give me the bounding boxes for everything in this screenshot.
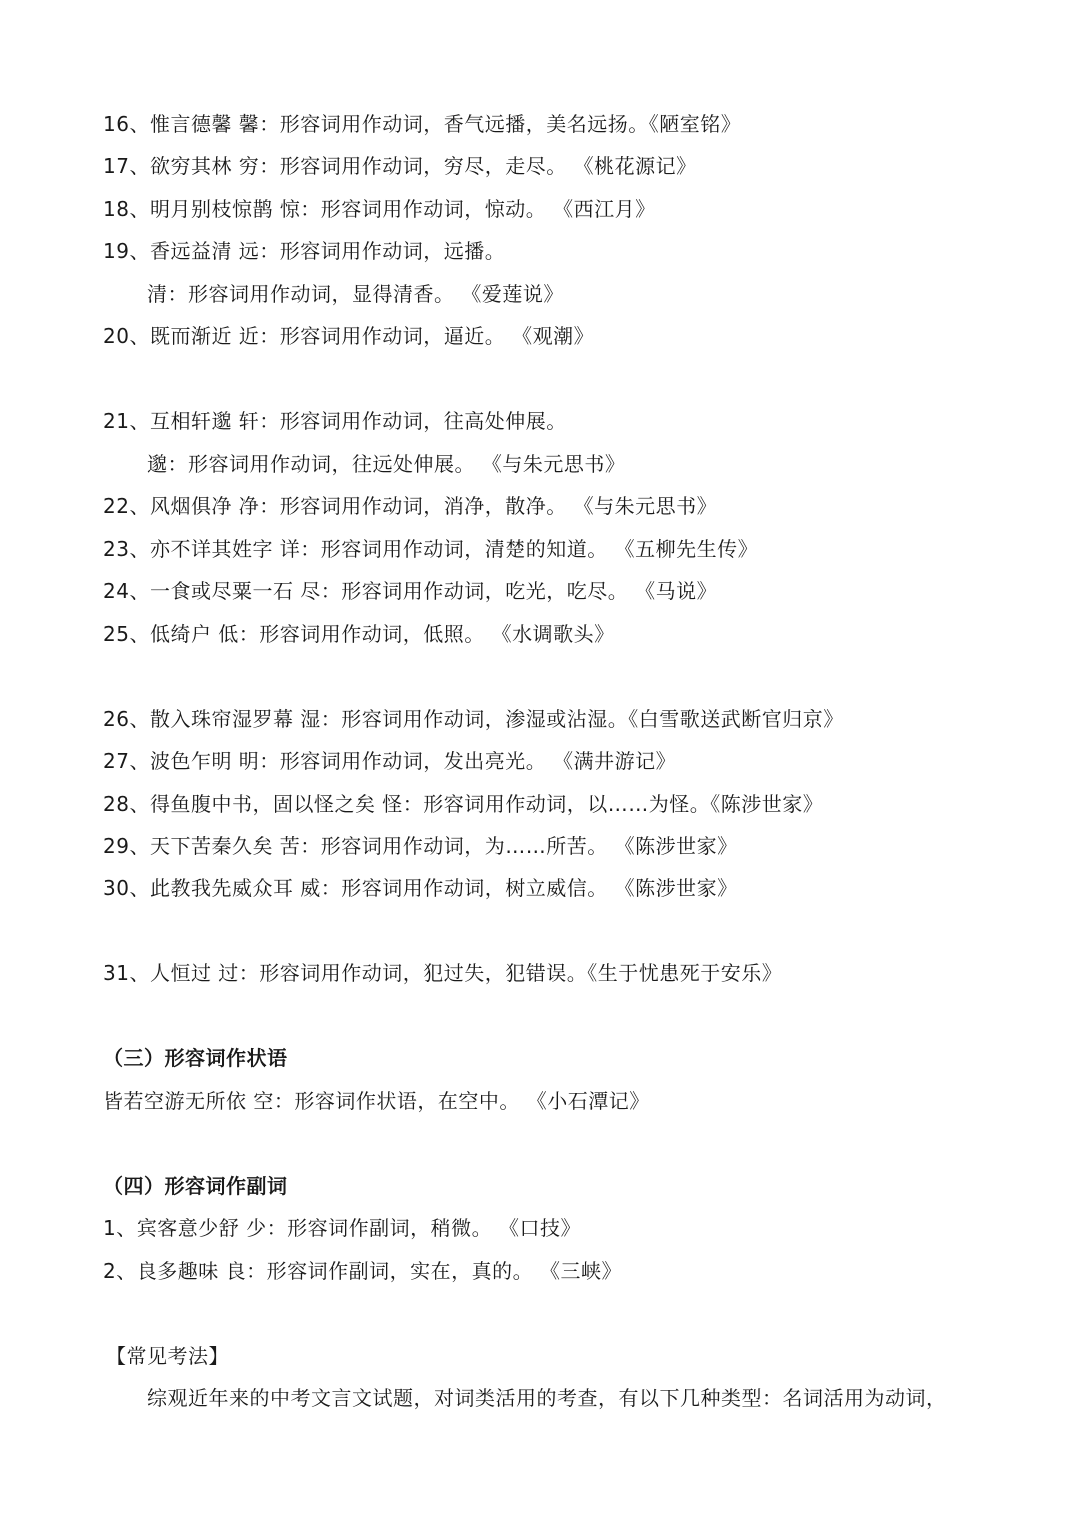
item-20: 20、既而渐近 近：形容词用作动词，逼近。 《观潮》 bbox=[103, 324, 595, 348]
adverbial-example: 皆若空游无所依 空：形容词作状语，在空中。 《小石潭记》 bbox=[103, 1089, 650, 1113]
common-test-methods-paragraph: 综观近年来的中考文言文试题，对词类活用的考查，有以下几种类型：名词活用为动词， bbox=[147, 1386, 947, 1410]
item-25: 25、低绮户 低：形容词用作动词，低照。 《水调歌头》 bbox=[103, 622, 615, 646]
item-31: 31、人恒过 过：形容词用作动词，犯过失，犯错误。《生于忧患死于安乐》 bbox=[103, 961, 783, 985]
item-29: 29、天下苦秦久矣 苦：形容词用作动词，为……所苦。 《陈涉世家》 bbox=[103, 834, 738, 858]
item-18: 18、明月别枝惊鹊 惊：形容词用作动词，惊动。 《西江月》 bbox=[103, 197, 656, 221]
common-test-methods-heading: 【常见考法】 bbox=[106, 1344, 229, 1368]
item-19-continuation: 清：形容词用作动词，显得清香。 《爱莲说》 bbox=[147, 282, 564, 306]
adverb-item-1: 1、宾客意少舒 少：形容词作副词，稍微。 《口技》 bbox=[103, 1216, 581, 1240]
item-21: 21、互相轩邈 轩：形容词用作动词，往高处伸展。 bbox=[103, 409, 567, 433]
item-27: 27、波色乍明 明：形容词用作动词，发出亮光。 《满井游记》 bbox=[103, 749, 677, 773]
item-23: 23、亦不详其姓字 详：形容词用作动词，清楚的知道。 《五柳先生传》 bbox=[103, 537, 759, 561]
item-26: 26、散入珠帘湿罗幕 湿：形容词用作动词，渗湿或沾湿。《白雪歌送武断官归京》 bbox=[103, 707, 844, 731]
section-heading-adverbial: （三）形容词作状语 bbox=[103, 1046, 288, 1070]
item-22: 22、风烟俱净 净：形容词用作动词，消净，散净。 《与朱元思书》 bbox=[103, 494, 718, 518]
item-16: 16、惟言德馨 馨：形容词用作动词，香气远播，美名远扬。《陋室铭》 bbox=[103, 112, 742, 136]
item-21-continuation: 邈：形容词用作动词，往远处伸展。 《与朱元思书》 bbox=[147, 452, 626, 476]
adverb-item-2: 2、良多趣味 良：形容词作副词，实在，真的。 《三峡》 bbox=[103, 1259, 622, 1283]
item-30: 30、此教我先威众耳 威：形容词用作动词，树立威信。 《陈涉世家》 bbox=[103, 876, 738, 900]
item-24: 24、一食或尽粟一石 尽：形容词用作动词，吃光，吃尽。 《马说》 bbox=[103, 579, 718, 603]
item-28: 28、得鱼腹中书，固以怪之矣 怪：形容词用作动词，以……为怪。《陈涉世家》 bbox=[103, 792, 824, 816]
item-17: 17、欲穷其林 穷：形容词用作动词，穷尽，走尽。 《桃花源记》 bbox=[103, 154, 697, 178]
section-heading-adverb: （四）形容词作副词 bbox=[103, 1174, 288, 1198]
item-19: 19、香远益清 远：形容词用作动词，远播。 bbox=[103, 239, 506, 263]
